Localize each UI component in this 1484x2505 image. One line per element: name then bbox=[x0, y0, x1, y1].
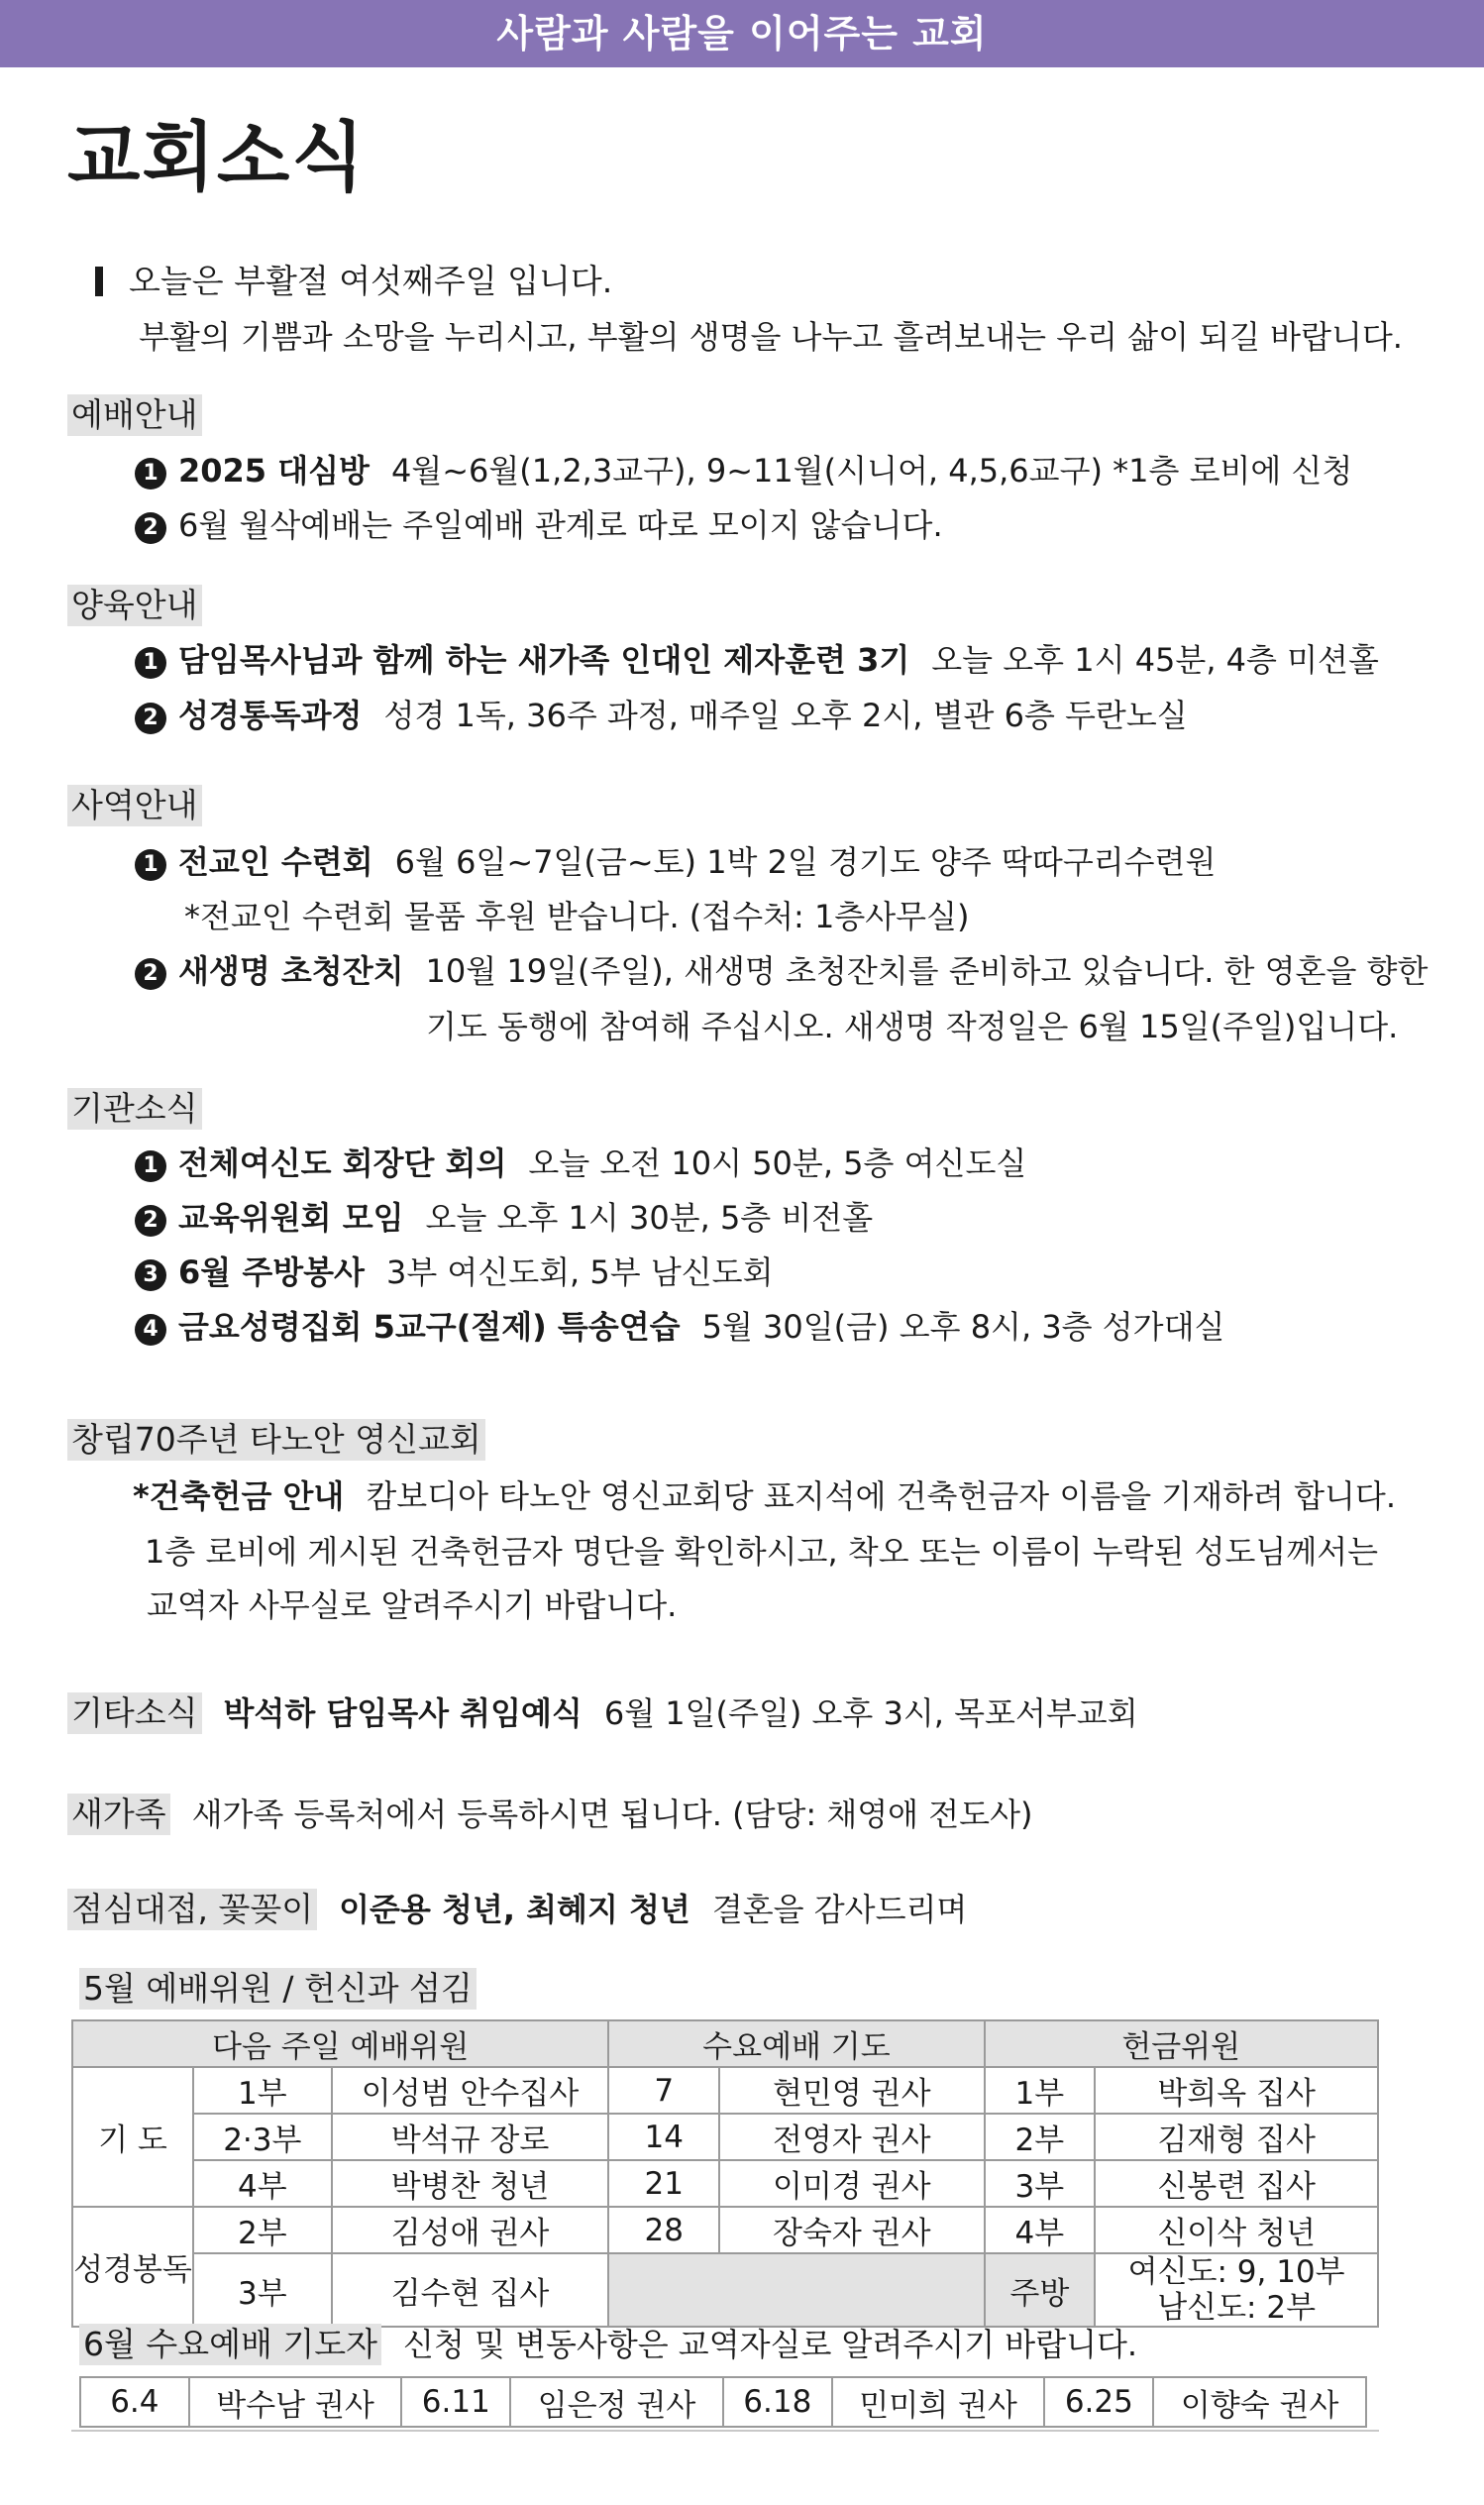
table-cell: 이향숙 권사 bbox=[1153, 2377, 1366, 2427]
col-wednesday-prayer: 수요예배 기도 bbox=[608, 2020, 984, 2067]
lunch-flowers: 점심대접, 꽃꽂이 이준용 청년, 최혜지 청년 결혼을 감사드리며 bbox=[67, 1889, 967, 1930]
section-anniversary: 창립70주년 타노안 영신교회 bbox=[67, 1419, 485, 1461]
number-1-icon: 1 bbox=[135, 1150, 166, 1182]
table-cell: 박수남 권사 bbox=[189, 2377, 402, 2427]
table-cell: 2·3부 bbox=[193, 2114, 332, 2160]
ministry-item-2-line-2: 기도 동행에 참여해 주십시오. 새생명 작정일은 6월 15일(주일)입니다. bbox=[426, 1008, 1399, 1045]
intro-line-2: 부활의 기쁨과 소망을 누리시고, 부활의 생명을 나누고 흘려보내는 우리 삶이 되길 바랍니다. bbox=[139, 318, 1403, 356]
table-cell: 1부 bbox=[193, 2067, 332, 2114]
new-family: 새가족 새가족 등록처에서 등록하시면 됩니다. (담당: 채영애 전도사) bbox=[67, 1794, 1032, 1835]
table-cell: 7 bbox=[608, 2067, 719, 2114]
table-cell: 박희옥 집사 bbox=[1095, 2067, 1378, 2114]
table-cell: 김재형 집사 bbox=[1095, 2114, 1378, 2160]
table-cell: 전영자 권사 bbox=[719, 2114, 984, 2160]
table-cell: 민미희 권사 bbox=[832, 2377, 1045, 2427]
table-cell: 2부 bbox=[193, 2207, 332, 2253]
section-organizations: 기관소식 bbox=[67, 1088, 202, 1130]
org-item-2: 2 교육위원회 모임 오늘 오후 1시 30분, 5층 비전홀 bbox=[135, 1198, 873, 1238]
worship-item-1: 1 2025 대심방 4월~6월(1,2,3교구), 9~11월(시니어, 4,5,6교구) *1층 로비에 신청 bbox=[135, 451, 1352, 490]
anniv-line-2: 1층 로비에 게시된 건축헌금자 명단을 확인하시고, 착오 또는 이름이 누락된 성도님께서는 bbox=[145, 1533, 1379, 1571]
col-offering: 헌금위원 bbox=[985, 2020, 1379, 2067]
table-cell: 4부 bbox=[985, 2207, 1096, 2253]
table-cell-empty bbox=[608, 2253, 984, 2327]
section-ministry: 사역안내 bbox=[67, 785, 202, 826]
section-may-committee: 5월 예배위원 / 헌신과 섬김 bbox=[79, 1968, 477, 2010]
june-prayer-table bbox=[79, 2376, 1367, 2428]
section-other: 기타소식 bbox=[67, 1692, 202, 1734]
section-nurture: 양육안내 bbox=[67, 585, 202, 626]
table-cell: 이미경 권사 bbox=[719, 2160, 984, 2207]
number-1-icon: 1 bbox=[135, 458, 166, 490]
table-cell: 6.4 bbox=[80, 2377, 189, 2427]
table-cell: 6.18 bbox=[723, 2377, 832, 2427]
table-cell: 신이삭 청년 bbox=[1095, 2207, 1378, 2253]
table-cell: 김수현 집사 bbox=[332, 2253, 609, 2327]
number-2-icon: 2 bbox=[135, 703, 166, 734]
prayer-label: 기 도 bbox=[72, 2067, 193, 2207]
number-3-icon: 3 bbox=[135, 1259, 166, 1291]
kitchen-women: 여신도: 9, 10부 bbox=[1127, 2254, 1345, 2290]
section-lunch: 점심대접, 꽃꽂이 bbox=[67, 1889, 317, 1930]
table-cell: 14 bbox=[608, 2114, 719, 2160]
section-worship: 예배안내 bbox=[67, 394, 202, 436]
table-cell: 1부 bbox=[985, 2067, 1096, 2114]
table-cell: 박병찬 청년 bbox=[332, 2160, 609, 2207]
section-june-prayers: 6월 수요예배 기도자 bbox=[79, 2324, 381, 2365]
table-cell: 김성애 권사 bbox=[332, 2207, 609, 2253]
number-4-icon: 4 bbox=[135, 1314, 166, 1346]
header-banner: 사람과 사람을 이어주는 교회 bbox=[0, 0, 1484, 67]
table-cell: 신봉련 집사 bbox=[1095, 2160, 1378, 2207]
ministry-item-1: 1 전교인 수련회 6월 6일~7일(금~토) 1박 2일 경기도 양주 딱따구리수련원 bbox=[135, 842, 1216, 882]
table-cell: 현민영 권사 bbox=[719, 2067, 984, 2114]
kitchen-label: 주방 bbox=[985, 2253, 1096, 2327]
table-cell: 임은정 권사 bbox=[510, 2377, 723, 2427]
section-new-family: 새가족 bbox=[67, 1794, 170, 1835]
may-committee-table bbox=[71, 2019, 1379, 2328]
page-title: 교회소식 bbox=[67, 113, 367, 201]
table-cell: 6.11 bbox=[401, 2377, 510, 2427]
table-cell: 장숙자 권사 bbox=[719, 2207, 984, 2253]
nurture-item-2: 2 성경통독과정 성경 1독, 36주 과정, 매주일 오후 2시, 별관 6층 두란노실 bbox=[135, 696, 1188, 735]
anniv-line-3: 교역자 사무실로 알려주시기 바랍니다. bbox=[147, 1586, 678, 1624]
nurture-item-1: 1 담임목사님과 함께 하는 새가족 인대인 제자훈련 3기 오늘 오후 1시 45분, 4층 미션홀 bbox=[135, 640, 1379, 680]
table-cell: 3부 bbox=[985, 2160, 1096, 2207]
table-cell: 21 bbox=[608, 2160, 719, 2207]
number-1-icon: 1 bbox=[135, 849, 166, 881]
bullet-bar-icon bbox=[95, 267, 103, 296]
table-cell: 2부 bbox=[985, 2114, 1096, 2160]
number-1-icon: 1 bbox=[135, 647, 166, 679]
table-cell: 28 bbox=[608, 2207, 719, 2253]
anniv-line-1: *건축헌금 안내 캄보디아 타노안 영신교회당 표지석에 건축헌금자 이름을 기재하려 합니다. bbox=[133, 1477, 1397, 1515]
org-item-1: 1 전체여신도 회장단 회의 오늘 오전 10시 50분, 5층 여신도실 bbox=[135, 1144, 1026, 1183]
number-2-icon: 2 bbox=[135, 512, 166, 544]
reading-label: 성경봉독 bbox=[72, 2207, 193, 2327]
number-2-icon: 2 bbox=[135, 1205, 166, 1237]
worship-item-2: 2 6월 월삭예배는 주일예배 관계로 따로 모이지 않습니다. bbox=[135, 505, 943, 545]
june-heading-row: 6월 수요예배 기도자 신청 및 변동사항은 교역자실로 알려주시기 바랍니다. bbox=[79, 2324, 1137, 2365]
table-cell: 이성범 안수집사 bbox=[332, 2067, 609, 2114]
table-cell: 박석규 장로 bbox=[332, 2114, 609, 2160]
kitchen-cell bbox=[1095, 2253, 1378, 2327]
divider bbox=[71, 2430, 1379, 2432]
org-item-4: 4 금요성령집회 5교구(절제) 특송연습 5월 30일(금) 오후 8시, 3층 성가대실 bbox=[135, 1307, 1224, 1347]
table-cell: 6.25 bbox=[1044, 2377, 1153, 2427]
number-2-icon: 2 bbox=[135, 958, 166, 990]
kitchen-men: 남신도: 2부 bbox=[1157, 2290, 1317, 2326]
ministry-item-1-note: *전교인 수련회 물품 후원 받습니다. (접수처: 1층사무실) bbox=[184, 898, 970, 935]
other-news: 기타소식 박석하 담임목사 취임예식 6월 1일(주일) 오후 3시, 목포서부교회 bbox=[67, 1692, 1138, 1734]
intro-line-1: 오늘은 부활절 여섯째주일 입니다. bbox=[95, 262, 612, 301]
org-item-3: 3 6월 주방봉사 3부 여신도회, 5부 남신도회 bbox=[135, 1252, 774, 1292]
table-cell: 4부 bbox=[193, 2160, 332, 2207]
ministry-item-2: 2 새생명 초청잔치 10월 19일(주일), 새생명 초청잔치를 준비하고 있습니다. 한 영혼을 향한 bbox=[135, 951, 1428, 991]
table-cell: 3부 bbox=[193, 2253, 332, 2327]
col-next-sunday: 다음 주일 예배위원 bbox=[72, 2020, 608, 2067]
